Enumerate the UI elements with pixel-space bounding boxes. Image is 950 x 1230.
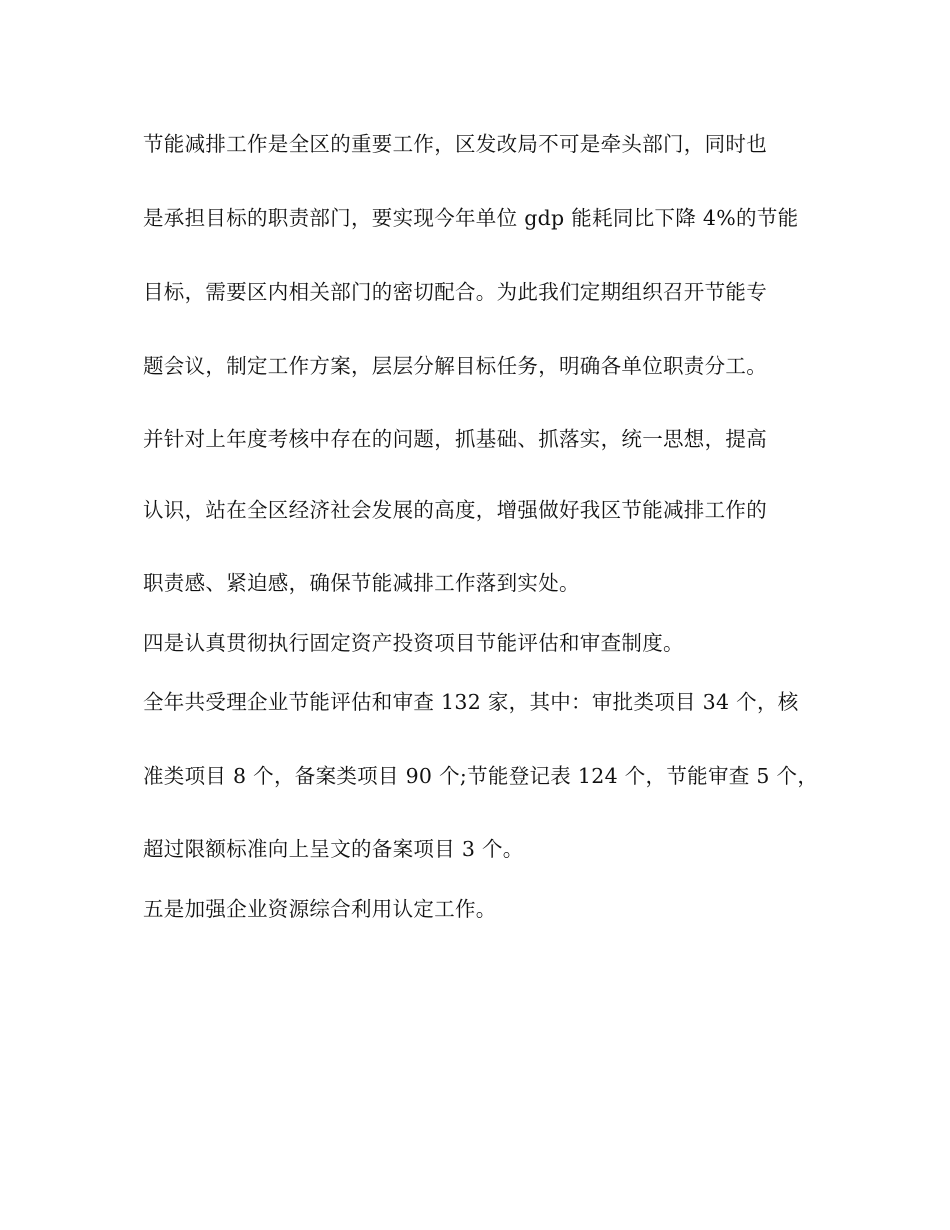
paragraph-line-2: 是承担目标的职责部门，要实现今年单位 gdp 能耗同比下降 4%的节能 [143,206,799,230]
paragraph-line-7: 职责感、紧迫感，确保节能减排工作落到实处。 [143,571,580,595]
paragraph-line-5: 并针对上年度考核中存在的问题，抓基础、抓落实，统一思想，提高 [143,427,767,451]
paragraph-line-8: 全年共受理企业节能评估和审查 132 家，其中：审批类项目 34 个，核 [143,690,799,714]
paragraph-line-4: 题会议，制定工作方案，层层分解目标任务，明确各单位职责分工。 [143,354,767,378]
paragraph-line-1: 节能减排工作是全区的重要工作，区发改局不可是牵头部门，同时也 [143,132,767,156]
paragraph-line-9: 准类项目 8 个，备案类项目 90 个;节能登记表 124 个，节能审查 5 个， [143,764,819,788]
paragraph-line-10: 超过限额标准向上呈文的备案项目 3 个。 [143,837,524,861]
section-heading-4: 四是认真贯彻执行固定资产投资项目节能评估和审查制度。 [143,631,684,655]
paragraph-line-6: 认识，站在全区经济社会发展的高度，增强做好我区节能减排工作的 [143,498,767,522]
section-heading-5: 五是加强企业资源综合利用认定工作。 [143,897,497,921]
paragraph-line-3: 目标，需要区内相关部门的密切配合。为此我们定期组织召开节能专 [143,280,767,304]
